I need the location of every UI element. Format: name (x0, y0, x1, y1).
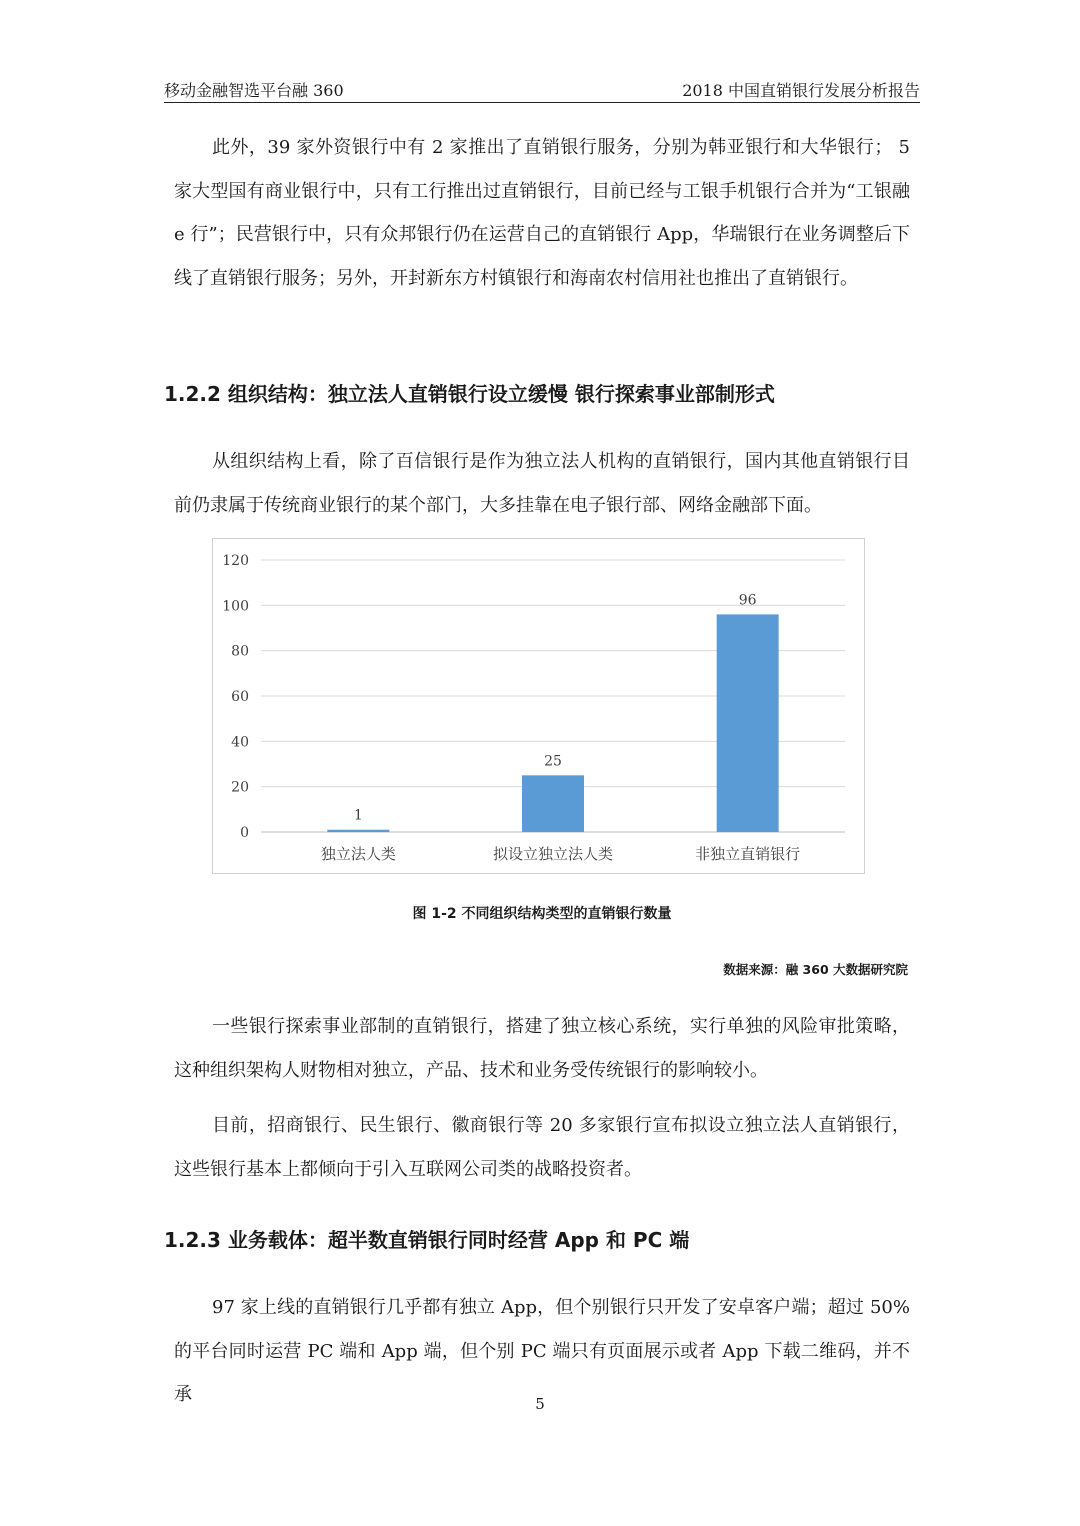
data-label: 25 (544, 753, 562, 770)
y-tick-label: 120 (222, 553, 249, 569)
paragraph-business-unit: 一些银行探索事业部制的直销银行，搭建了独立核心系统，实行单独的风险审批策略，这种组织架构人财物相对独立，产品、技术和业务受传统银行的影响较小。 (174, 1016, 910, 1081)
section-heading-1-2-2: 1.2.2 组织结构：独立法人直销银行设立缓慢 银行探索事业部制形式 (164, 382, 775, 406)
page-number: 5 (535, 1395, 545, 1413)
y-tick-label: 60 (231, 689, 249, 705)
bar-chart (212, 538, 865, 874)
paragraph-planned-banks: 目前，招商银行、民生银行、徽商银行等 20 多家银行宣布拟设立独立法人直销银行，这些银行基本上都倾向于引入互联网公司类的战略投资者。 (174, 1115, 910, 1180)
x-tick-label: 非独立直销银行 (695, 845, 801, 863)
x-tick-label: 拟设立独立法人类 (492, 845, 614, 863)
paragraph-foreign-banks: 此外，39 家外资银行中有 2 家推出了直销银行服务，分别为韩亚银行和大华银行； 5 家大型国有商业银行中，只有工行推出过直销银行，目前已经与工银手机银行合并为“工银融 e 行”；民营银行中，只有众邦银行仍在运营自己的直销银行 App，华瑞银行在业务调整后下线了直销银行服务；另外，开封新东方村镇银行和海南农村信用社也推出了直销银行。 (174, 137, 910, 289)
figure-caption: 图 1-2 不同组织结构类型的直销银行数量 (412, 906, 672, 922)
data-source: 数据来源：融 360 大数据研究院 (723, 962, 908, 977)
page-header (164, 76, 920, 103)
bar (327, 830, 389, 832)
bar (522, 775, 584, 832)
header-left-text: 移动金融智选平台融 360 (164, 81, 344, 100)
x-tick-label: 独立法人类 (320, 845, 396, 863)
data-label: 96 (738, 592, 757, 609)
paragraph-app-pc: 97 家上线的直销银行几乎都有独立 App，但个别银行只开发了安卓客户端；超过 50%的平台同时运营 PC 端和 App 端，但个别 PC 端只有页面展示或者 App 下载二维码，并不承 (174, 1297, 910, 1405)
y-tick-label: 20 (231, 779, 249, 796)
bar (717, 614, 779, 832)
data-label: 1 (353, 807, 363, 824)
y-tick-label: 100 (222, 598, 249, 615)
y-tick-label: 0 (240, 825, 249, 841)
y-tick-label: 40 (231, 734, 249, 751)
section-heading-1-2-3: 1.2.3 业务载体：超半数直销银行同时经营 App 和 PC 端 (164, 1228, 690, 1252)
y-tick-label: 80 (231, 643, 249, 660)
paragraph-org-structure: 从组织结构上看，除了百信银行是作为独立法人机构的直销银行，国内其他直销银行目前仍隶属于传统商业银行的某个部门，大多挂靠在电子银行部、网络金融部下面。 (174, 451, 910, 516)
header-right-text: 2018 中国直销银行发展分析报告 (682, 81, 920, 100)
bar-chart-svg (213, 539, 866, 875)
